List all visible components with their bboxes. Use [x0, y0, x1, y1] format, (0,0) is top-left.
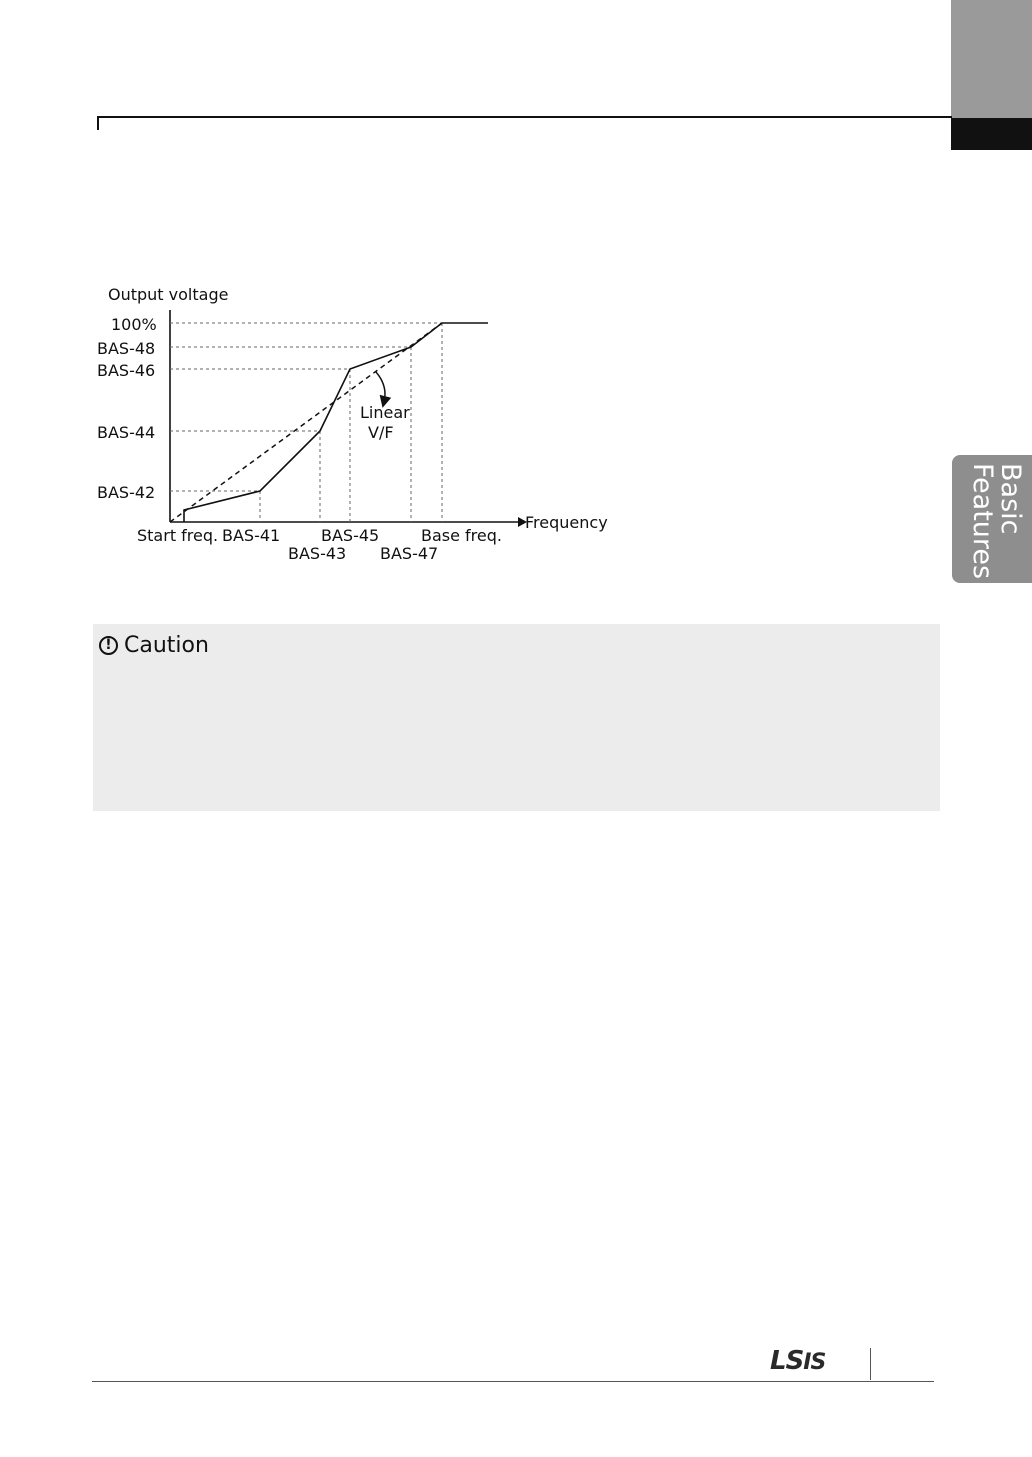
logo-is: IS [803, 1350, 826, 1375]
footer-rule [92, 1381, 934, 1382]
x-tick-bas41: BAS-41 [222, 526, 281, 545]
x-axis-title: Frequency [525, 513, 608, 532]
side-tab-line1: Basic [995, 463, 1026, 535]
logo-ls: LS [770, 1346, 804, 1376]
footer-separator [870, 1348, 871, 1380]
y-tick-100: 100% [111, 315, 157, 334]
caution-box [93, 624, 940, 811]
x-tick-start-freq: Start freq. [137, 526, 219, 545]
y-tick-bas46: BAS-46 [97, 361, 156, 380]
y-tick-bas48: BAS-48 [97, 339, 156, 358]
x-tick-bas45: BAS-45 [321, 526, 380, 545]
annotation-arrow [376, 372, 385, 402]
caution-heading [99, 630, 209, 660]
annotation-line2: V/F [368, 423, 394, 442]
ls-is-logo [770, 1346, 825, 1376]
exclamation-circle-icon: ! [99, 636, 118, 655]
series-linear-vf [170, 323, 442, 522]
caution-title-text: Caution [124, 632, 209, 658]
x-tick-bas47: BAS-47 [380, 544, 439, 563]
y-tick-bas44: BAS-44 [97, 423, 156, 442]
vf-chart [0, 0, 1032, 620]
side-tab-line2: Features [967, 463, 998, 580]
annotation-line1: Linear [360, 403, 410, 422]
y-axis-title: Output voltage [108, 285, 229, 304]
x-tick-base-freq: Base freq. [421, 526, 502, 545]
x-tick-bas43: BAS-43 [288, 544, 347, 563]
y-tick-bas42: BAS-42 [97, 483, 156, 502]
